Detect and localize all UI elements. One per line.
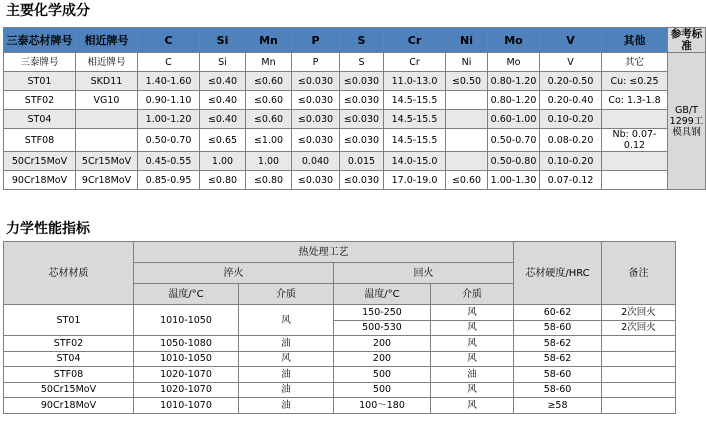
table-cell: 100～180 <box>334 398 431 414</box>
table-cell: ≤0.40 <box>200 91 246 110</box>
subheader-cell: P <box>292 53 340 72</box>
table-cell: 500 <box>334 367 431 383</box>
table-cell: 0.45-0.55 <box>138 152 200 171</box>
table-cell: 1.00-1.20 <box>138 110 200 129</box>
table-cell: ≤0.030 <box>340 91 384 110</box>
header-material: 芯材材质 <box>4 242 134 305</box>
table-row <box>4 129 706 152</box>
table-cell: ≤0.030 <box>292 129 340 152</box>
table-cell: 风 <box>431 382 514 398</box>
table-cell <box>602 171 668 190</box>
table-cell: 0.60-1.00 <box>488 110 540 129</box>
header-temper-temp: 温度/°C <box>334 284 431 305</box>
table-cell: STF02 <box>4 91 76 110</box>
table-cell: 0.08-0.20 <box>540 129 602 152</box>
table-cell: ≤0.030 <box>292 110 340 129</box>
table-cell <box>602 152 668 171</box>
table-cell: 0.040 <box>292 152 340 171</box>
table-cell: 58-60 <box>514 320 602 336</box>
subheader-cell: Mo <box>488 53 540 72</box>
table-cell <box>602 336 676 352</box>
table-cell: 90Cr18MoV <box>4 398 134 414</box>
table-cell: ≤0.60 <box>446 171 488 190</box>
subheader-cell: Si <box>200 53 246 72</box>
table-cell: ≤0.65 <box>200 129 246 152</box>
table-cell: 1010-1050 <box>134 305 239 336</box>
header-quench: 淬火 <box>134 263 334 284</box>
table-cell: 2次回火 <box>602 320 676 336</box>
table-cell: ≤0.030 <box>292 171 340 190</box>
table-cell: 油 <box>239 367 334 383</box>
table-cell: 90Cr18MoV <box>4 171 76 190</box>
table-row <box>4 382 676 398</box>
header-quench-medium: 介质 <box>239 284 334 305</box>
table-cell: ≤0.030 <box>292 72 340 91</box>
table-cell: 风 <box>239 351 334 367</box>
table-cell: 1010-1070 <box>134 398 239 414</box>
table-cell: 0.80-1.20 <box>488 91 540 110</box>
table-cell: ≤0.030 <box>340 110 384 129</box>
table-cell: ≤0.030 <box>340 171 384 190</box>
table-cell: 油 <box>239 398 334 414</box>
table-cell: 58-62 <box>514 336 602 352</box>
table-cell: 14.5-15.5 <box>384 91 446 110</box>
reference-standard-cell: GB/T 1299工模具钢 <box>668 53 706 190</box>
header-c: C <box>138 28 200 53</box>
table-cell: ≤0.030 <box>340 129 384 152</box>
table-cell <box>446 110 488 129</box>
table-cell: ≤0.60 <box>246 110 292 129</box>
table-cell: 17.0-19.0 <box>384 171 446 190</box>
table-cell: ≤1.00 <box>246 129 292 152</box>
table-cell: ≤0.80 <box>246 171 292 190</box>
table-cell: STF08 <box>4 129 76 152</box>
table-cell <box>602 382 676 398</box>
table-cell: ST01 <box>4 305 134 336</box>
table-cell: ST01 <box>4 72 76 91</box>
table-cell <box>602 351 676 367</box>
composition-header-row <box>4 28 706 53</box>
table-cell: ≤0.030 <box>292 91 340 110</box>
header-santai-grade: 三泰芯材牌号 <box>4 28 76 53</box>
table-row <box>4 152 706 171</box>
table-cell: ≤0.030 <box>340 72 384 91</box>
table-cell: ≥58 <box>514 398 602 414</box>
table-cell: 0.20-0.50 <box>540 72 602 91</box>
header-reference-standard: 参考标准 <box>668 28 706 53</box>
table-cell: 58-62 <box>514 351 602 367</box>
table-row <box>4 110 706 129</box>
header-other: 其他 <box>602 28 668 53</box>
table-cell: 58-60 <box>514 382 602 398</box>
mechanical-properties-title: 力学性能指标 <box>6 221 90 237</box>
chemical-composition-title: 主要化学成分 <box>6 3 90 19</box>
subheader-cell: 其它 <box>602 53 668 72</box>
table-cell: 0.50-0.80 <box>488 152 540 171</box>
table-cell: 1.00 <box>246 152 292 171</box>
header-hardness: 芯材硬度/HRC <box>514 242 602 305</box>
table-cell: 58-60 <box>514 367 602 383</box>
table-cell: ≤0.60 <box>246 91 292 110</box>
table-cell: 500 <box>334 382 431 398</box>
table-cell: ≤0.80 <box>200 171 246 190</box>
table-cell: 0.50-0.70 <box>138 129 200 152</box>
table-cell: Cu: ≤0.25 <box>602 72 668 91</box>
table-cell: 9Cr18MoV <box>76 171 138 190</box>
header-heat-treatment: 热处理工艺 <box>134 242 514 263</box>
table-cell: ≤0.60 <box>246 72 292 91</box>
table-cell: 0.80-1.20 <box>488 72 540 91</box>
header-ni: Ni <box>446 28 488 53</box>
header-quench-temp: 温度/°C <box>134 284 239 305</box>
table-cell: ST04 <box>4 110 76 129</box>
table-cell: ≤0.40 <box>200 72 246 91</box>
mechanical-properties-table <box>3 241 676 414</box>
table-row <box>4 398 676 414</box>
header-temper: 回火 <box>334 263 514 284</box>
header-cr: Cr <box>384 28 446 53</box>
table-cell: 50Cr15MoV <box>4 382 134 398</box>
table-cell <box>76 129 138 152</box>
table-cell: 0.015 <box>340 152 384 171</box>
subheader-cell: C <box>138 53 200 72</box>
table-cell: 14.0-15.0 <box>384 152 446 171</box>
table-cell: STF02 <box>4 336 134 352</box>
table-cell: 风 <box>431 351 514 367</box>
table-cell: 50Cr15MoV <box>4 152 76 171</box>
table-cell: ST04 <box>4 351 134 367</box>
table-cell: 风 <box>239 305 334 336</box>
header-mn: Mn <box>246 28 292 53</box>
table-cell: 油 <box>239 336 334 352</box>
table-row <box>4 336 676 352</box>
header-remark: 备注 <box>602 242 676 305</box>
table-cell <box>446 129 488 152</box>
table-cell: 60-62 <box>514 305 602 321</box>
table-cell <box>76 110 138 129</box>
table-cell: 油 <box>239 382 334 398</box>
subheader-cell: V <box>540 53 602 72</box>
composition-subheader-row <box>4 53 706 72</box>
table-cell: 0.50-0.70 <box>488 129 540 152</box>
table-cell: 0.20-0.40 <box>540 91 602 110</box>
table-cell: 500-530 <box>334 320 431 336</box>
subheader-cell: S <box>340 53 384 72</box>
table-cell <box>602 110 668 129</box>
table-cell: Co: 1.3-1.8 <box>602 91 668 110</box>
table-cell: 1010-1050 <box>134 351 239 367</box>
table-cell: 0.07-0.12 <box>540 171 602 190</box>
table-cell <box>446 152 488 171</box>
table-cell: 风 <box>431 320 514 336</box>
table-row <box>4 305 676 321</box>
table-row <box>4 351 676 367</box>
table-cell: 1020-1070 <box>134 367 239 383</box>
table-cell: 风 <box>431 305 514 321</box>
table-cell: 风 <box>431 336 514 352</box>
table-cell: SKD11 <box>76 72 138 91</box>
table-cell <box>602 398 676 414</box>
table-cell: 1.40-1.60 <box>138 72 200 91</box>
table-row <box>4 72 706 91</box>
table-cell: 200 <box>334 351 431 367</box>
header-s: S <box>340 28 384 53</box>
table-cell: Nb: 0.07-0.12 <box>602 129 668 152</box>
header-si: Si <box>200 28 246 53</box>
header-v: V <box>540 28 602 53</box>
table-cell: 0.90-1.10 <box>138 91 200 110</box>
header-mo: Mo <box>488 28 540 53</box>
subheader-cell: Mn <box>246 53 292 72</box>
header-similar-grade: 相近牌号 <box>76 28 138 53</box>
subheader-cell: Cr <box>384 53 446 72</box>
header-p: P <box>292 28 340 53</box>
table-cell: 0.10-0.20 <box>540 110 602 129</box>
table-cell: 11.0-13.0 <box>384 72 446 91</box>
table-row <box>4 367 676 383</box>
table-cell: 0.10-0.20 <box>540 152 602 171</box>
table-cell: 1.00-1.30 <box>488 171 540 190</box>
table-cell: ≤0.50 <box>446 72 488 91</box>
table-cell: 14.5-15.5 <box>384 129 446 152</box>
subheader-cell: 三泰牌号 <box>4 53 76 72</box>
subheader-cell: 相近牌号 <box>76 53 138 72</box>
table-cell <box>602 367 676 383</box>
table-cell: 0.85-0.95 <box>138 171 200 190</box>
table-cell: 5Cr15MoV <box>76 152 138 171</box>
table-row <box>4 91 706 110</box>
table-cell <box>446 91 488 110</box>
table-cell: 1050-1080 <box>134 336 239 352</box>
table-cell: 油 <box>431 367 514 383</box>
table-cell: 1020-1070 <box>134 382 239 398</box>
table-cell: ≤0.40 <box>200 110 246 129</box>
subheader-cell: Ni <box>446 53 488 72</box>
chemical-composition-table <box>3 27 706 190</box>
table-cell: VG10 <box>76 91 138 110</box>
header-temper-medium: 介质 <box>431 284 514 305</box>
table-cell: 2次回火 <box>602 305 676 321</box>
table-cell: 1.00 <box>200 152 246 171</box>
table-cell: 14.5-15.5 <box>384 110 446 129</box>
table-row <box>4 171 706 190</box>
table-cell: 风 <box>431 398 514 414</box>
table-cell: STF08 <box>4 367 134 383</box>
table-cell: 150-250 <box>334 305 431 321</box>
table-cell: 200 <box>334 336 431 352</box>
mech-header-row-1 <box>4 242 676 263</box>
